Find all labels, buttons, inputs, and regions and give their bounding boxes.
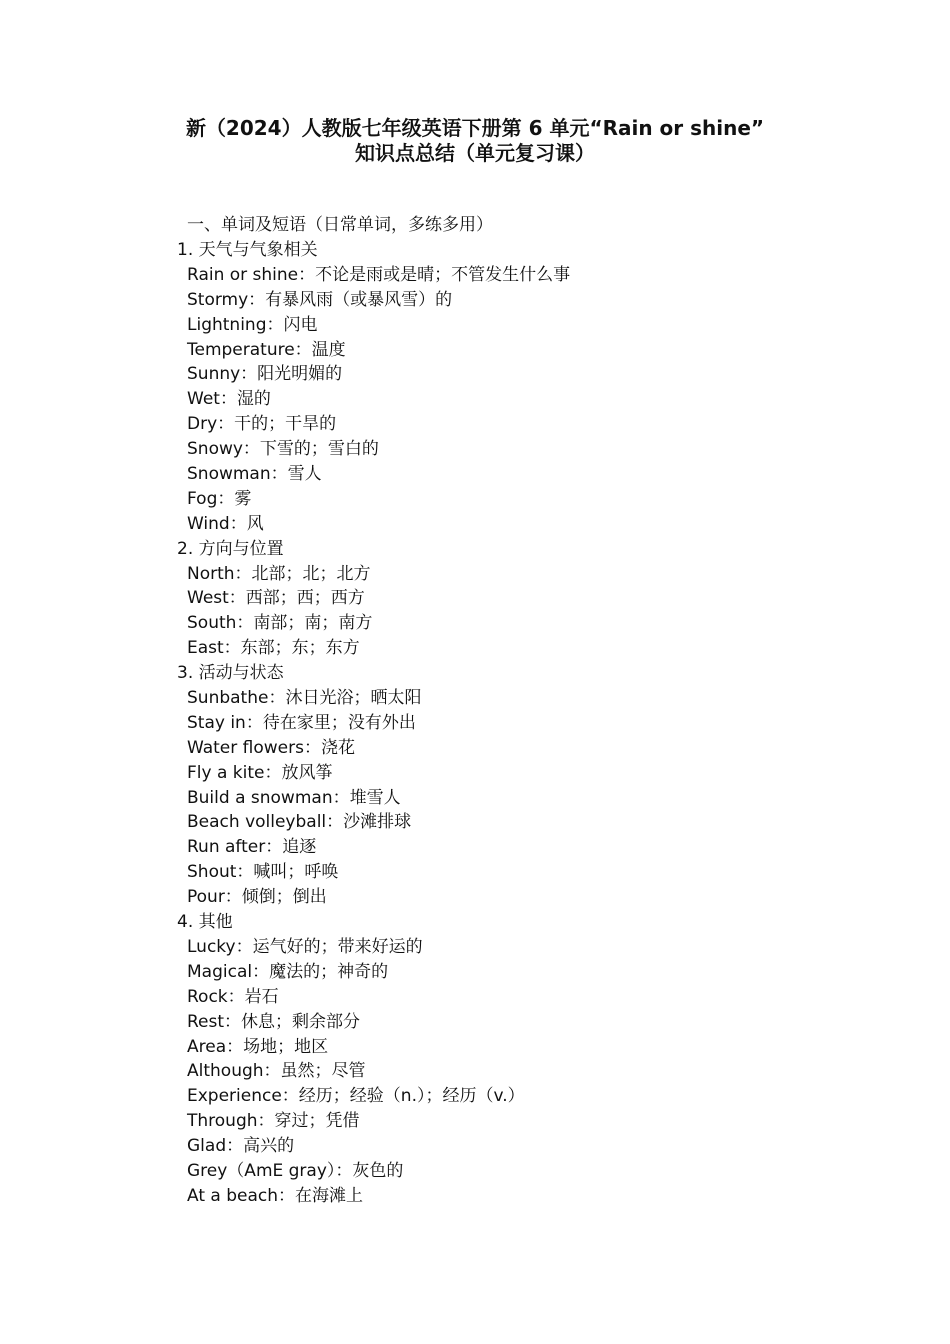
vocabulary-entry: East：东部；东；东方 xyxy=(187,638,360,659)
vocabulary-entry: Rain or shine：不论是雨或是晴；不管发生什么事 xyxy=(187,264,571,285)
vocabulary-entry: Although：虽然；尽管 xyxy=(187,1061,366,1082)
category-heading: 2. 方向与位置 xyxy=(177,538,284,559)
section-heading: 一、单词及短语（日常单词，多练多用） xyxy=(187,215,493,235)
document-title-line-2: 知识点总结（单元复习课） xyxy=(355,141,595,165)
vocabulary-entry: Rock：岩石 xyxy=(187,986,279,1007)
vocabulary-entry: Experience：经历；经验（n.）；经历（v.） xyxy=(187,1086,525,1107)
vocabulary-entry: Pour：倾倒；倒出 xyxy=(187,887,327,908)
vocabulary-entry: Through：穿过；凭借 xyxy=(187,1111,360,1132)
vocabulary-entry: Wind：风 xyxy=(187,513,264,534)
vocabulary-entry: Beach volleyball：沙滩排球 xyxy=(187,812,412,833)
vocabulary-entry: Sunny：阳光明媚的 xyxy=(187,364,343,385)
category-heading: 1. 天气与气象相关 xyxy=(177,240,318,260)
vocabulary-entry: Magical：魔法的；神奇的 xyxy=(187,961,389,982)
vocabulary-entry: At a beach：在海滩上 xyxy=(187,1185,364,1206)
vocabulary-entry: Fly a kite：放风筝 xyxy=(187,762,333,783)
category-heading: 4. 其他 xyxy=(177,912,233,933)
vocabulary-entry: South：南部；南；南方 xyxy=(187,613,373,634)
vocabulary-entry: Rest：休息；剩余部分 xyxy=(187,1011,361,1032)
vocabulary-entry: Dry：干的；干旱的 xyxy=(187,414,337,435)
vocabulary-entry: West：西部；西；西方 xyxy=(187,588,365,609)
vocabulary-entry: Sunbathe：沐日光浴；晒太阳 xyxy=(187,688,422,709)
vocabulary-entry: Lightning：闪电 xyxy=(187,314,318,335)
vocabulary-entry: Temperature：温度 xyxy=(187,339,346,360)
vocabulary-entry: Grey（AmE gray）：灰色的 xyxy=(187,1160,404,1181)
vocabulary-list xyxy=(177,238,570,1209)
vocabulary-entry: North：北部；北；北方 xyxy=(187,563,371,584)
vocabulary-entry: Snowy：下雪的；雪白的 xyxy=(187,439,379,460)
vocabulary-entry: Wet：湿的 xyxy=(187,389,271,410)
vocabulary-entry: Run after：追逐 xyxy=(187,837,317,858)
vocabulary-entry: Shout：喊叫；呼唤 xyxy=(187,862,339,883)
vocabulary-entry: Snowman：雪人 xyxy=(187,464,322,485)
vocabulary-entry: Water flowers：浇花 xyxy=(187,737,355,758)
vocabulary-entry: Area：场地；地区 xyxy=(187,1036,329,1057)
category-heading: 3. 活动与状态 xyxy=(177,663,284,684)
vocabulary-entry: Glad：高兴的 xyxy=(187,1136,295,1157)
vocabulary-entry: Stay in：待在家里；没有外出 xyxy=(187,712,416,733)
vocabulary-entry: Lucky：运气好的；带来好运的 xyxy=(187,936,423,957)
vocabulary-entry: Build a snowman：堆雪人 xyxy=(187,787,401,808)
vocabulary-entry: Stormy：有暴风雨（或暴风雪）的 xyxy=(187,289,453,310)
document-title-line-1: 新（2024）人教版七年级英语下册第 6 单元“Rain or shine” xyxy=(185,116,765,140)
vocabulary-entry: Fog：雾 xyxy=(187,488,252,509)
